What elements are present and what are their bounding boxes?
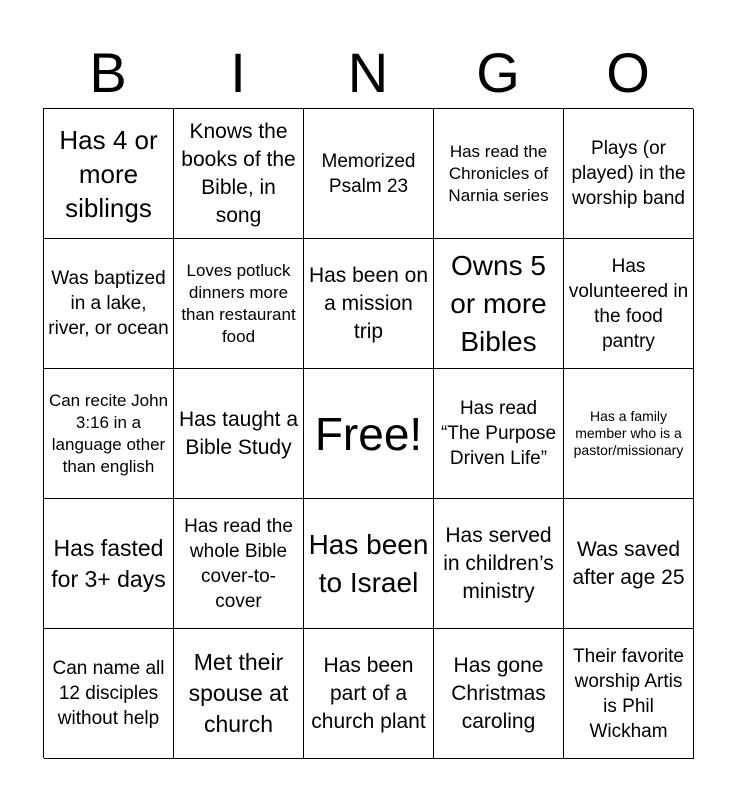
cell-text: Has fasted for 3+ days (51, 534, 166, 592)
bingo-cell[interactable] (174, 109, 304, 239)
cell-text: Has been part of a church plant (311, 653, 426, 733)
bingo-cell[interactable] (304, 109, 434, 239)
bingo-cell[interactable] (564, 629, 694, 759)
bingo-grid (43, 108, 693, 758)
cell-text: Knows the books of the Bible, in song (181, 119, 296, 227)
cell-text: Has served in children’s ministry (443, 523, 554, 603)
bingo-cell[interactable] (174, 369, 304, 499)
header-letter-g: G (476, 41, 520, 104)
header-letter-i: I (230, 41, 246, 104)
header-letter-n: N (347, 41, 389, 104)
bingo-cell[interactable] (44, 239, 174, 369)
free-space[interactable] (304, 369, 434, 499)
cell-text: Has been on a mission trip (308, 263, 429, 343)
cell-text: Has read the Chronicles of Narnia series (448, 141, 549, 205)
bingo-cell[interactable] (434, 109, 564, 239)
bingo-cell[interactable] (434, 629, 564, 759)
bingo-header (43, 38, 693, 108)
bingo-cell[interactable] (174, 629, 304, 759)
cell-text: Has volunteered in the food pantry (568, 255, 689, 352)
bingo-cell[interactable] (44, 499, 174, 629)
cell-text: Has a family member who is a pastor/missionary (573, 408, 684, 458)
cell-text: Met their spouse at church (188, 649, 289, 737)
bingo-cell[interactable] (304, 239, 434, 369)
cell-text: Was baptized in a lake, river, or ocean (48, 268, 169, 339)
bingo-cell[interactable] (44, 109, 174, 239)
cell-text: Has taught a Bible Study (178, 407, 299, 459)
bingo-cell[interactable] (174, 499, 304, 629)
cell-text: Has been to Israel (308, 528, 429, 598)
cell-text: Can recite John 3:16 in a language other than english (48, 390, 169, 476)
cell-text: Can name all 12 disciples without help (52, 658, 165, 729)
header-letter-o: O (606, 41, 650, 104)
bingo-cell[interactable] (564, 239, 694, 369)
cell-text: Has gone Christmas caroling (451, 653, 546, 733)
cell-text: Their favorite worship Artis is Phil Wickham (573, 645, 684, 742)
cell-text: Has 4 or more siblings (59, 124, 158, 223)
cell-text: Has read the whole Bible cover-to-cover (184, 515, 293, 612)
bingo-cell[interactable] (434, 239, 564, 369)
bingo-cell[interactable] (304, 499, 434, 629)
bingo-cell[interactable] (174, 239, 304, 369)
bingo-cell[interactable] (564, 369, 694, 499)
bingo-cell[interactable] (304, 629, 434, 759)
bingo-cell[interactable] (434, 369, 564, 499)
cell-text: Plays (or played) in the worship band (571, 138, 686, 209)
bingo-cell[interactable] (564, 109, 694, 239)
header-letter-b: B (89, 41, 127, 104)
cell-text: Has read “The Purpose Driven Life” (440, 398, 557, 469)
bingo-cell[interactable] (434, 499, 564, 629)
bingo-cell[interactable] (564, 499, 694, 629)
cell-text: Was saved after age 25 (572, 537, 685, 589)
bingo-cell[interactable] (44, 629, 174, 759)
cell-text: Memorized Psalm 23 (321, 150, 416, 197)
bingo-cell[interactable] (44, 369, 174, 499)
cell-text: Free! (314, 407, 423, 460)
cell-text: Owns 5 or more Bibles (450, 249, 547, 357)
cell-text: Loves potluck dinners more than restaurant food (181, 260, 296, 346)
